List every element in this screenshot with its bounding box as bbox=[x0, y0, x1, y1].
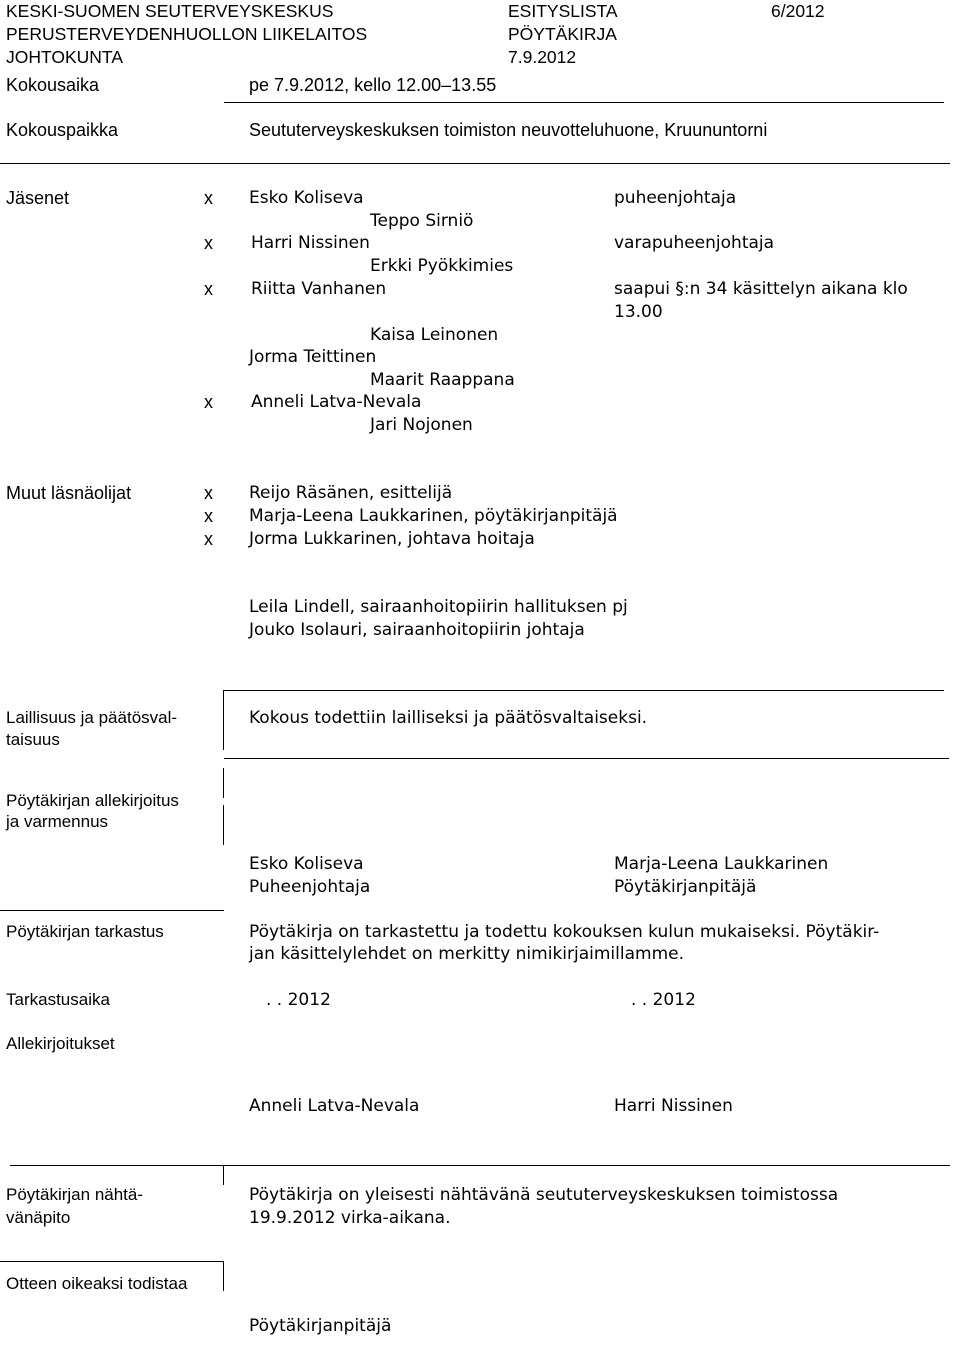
signer-name: Anneli Latva-Nevala bbox=[249, 1096, 420, 1116]
check-text-line2: jan käsittelylehdet on merkitty nimikirjaimillamme. bbox=[249, 944, 684, 964]
member-role-continued: 13.00 bbox=[614, 302, 663, 322]
member-role: puheenjohtaja bbox=[614, 188, 737, 208]
member-role: saapui §:n 34 käsittelyn aikana klo bbox=[614, 279, 908, 299]
meeting-place-label: Kokouspaikka bbox=[6, 120, 119, 140]
member-name: Jari Nojonen bbox=[370, 415, 473, 435]
column-divider bbox=[223, 768, 224, 798]
signatures-label: Allekirjoitukset bbox=[6, 1034, 115, 1053]
signing-label-line1: Pöytäkirjan allekirjoitus bbox=[6, 791, 179, 810]
display-text-line1: Pöytäkirja on yleisesti nähtävänä seututerveyskeskuksen toimistossa bbox=[249, 1185, 839, 1205]
member-name: Jorma Teittinen bbox=[249, 347, 377, 367]
divider bbox=[224, 102, 944, 103]
check-text-line1: Pöytäkirja on tarkastettu ja todettu kokouksen kulun mukaiseksi. Pöytäkir- bbox=[249, 922, 880, 942]
signer-role: Puheenjohtaja bbox=[249, 877, 371, 897]
doc-type-minutes: PÖYTÄKIRJA bbox=[508, 24, 617, 44]
legality-label-line1: Laillisuus ja päätösval- bbox=[6, 708, 178, 727]
display-label-line2: vänäpito bbox=[6, 1208, 71, 1227]
divider bbox=[224, 690, 944, 691]
org-unit: PERUSTERVEYDENHUOLLON LIIKELAITOS bbox=[6, 24, 368, 44]
member-name: Harri Nissinen bbox=[251, 233, 370, 253]
attendee: Jorma Lukkarinen, johtava hoitaja bbox=[249, 529, 535, 549]
column-divider bbox=[223, 805, 224, 845]
legality-label-line2: taisuus bbox=[6, 730, 60, 749]
doc-type-agenda: ESITYSLISTA bbox=[508, 1, 618, 21]
signing-label-line2: ja varmennus bbox=[6, 812, 109, 831]
meeting-place-value: Seututerveyskeskuksen toimiston neuvotteluhuone, Kruununtorni bbox=[249, 120, 768, 140]
check-time-label: Tarkastusaika bbox=[6, 990, 110, 1009]
guest: Leila Lindell, sairaanhoitopiirin hallituksen pj bbox=[249, 597, 628, 617]
meeting-time-value: pe 7.9.2012, kello 12.00–13.55 bbox=[249, 75, 497, 95]
others-label: Muut läsnäolijat bbox=[6, 483, 132, 503]
member-name: Teppo Sirniö bbox=[370, 211, 474, 231]
attendee: Marja-Leena Laukkarinen, pöytäkirjanpitäjä bbox=[249, 506, 618, 526]
divider bbox=[0, 1261, 224, 1262]
doc-date: 7.9.2012 bbox=[508, 47, 577, 67]
attendance-mark: x bbox=[204, 483, 213, 503]
attendance-mark: x bbox=[204, 392, 213, 412]
legality-text: Kokous todettiin lailliseksi ja päätösvaltaiseksi. bbox=[249, 708, 648, 728]
member-name: Riitta Vanhanen bbox=[251, 279, 387, 299]
doc-number: 6/2012 bbox=[771, 1, 825, 21]
attendance-mark: x bbox=[204, 506, 213, 526]
check-label: Pöytäkirjan tarkastus bbox=[6, 922, 164, 941]
attendance-mark: x bbox=[204, 279, 213, 299]
column-divider bbox=[223, 1165, 224, 1185]
signer-name: Esko Koliseva bbox=[249, 854, 364, 874]
column-divider bbox=[223, 1261, 224, 1291]
members-label: Jäsenet bbox=[6, 188, 70, 208]
attendance-mark: x bbox=[204, 188, 213, 208]
member-name: Erkki Pyökkimies bbox=[370, 256, 514, 276]
org-name: KESKI-SUOMEN SEUTERVEYSKESKUS bbox=[6, 1, 334, 21]
attendee: Reijo Räsänen, esittelijä bbox=[249, 483, 453, 503]
certify-label: Otteen oikeaksi todistaa bbox=[6, 1274, 188, 1293]
signer-name: Marja-Leena Laukkarinen bbox=[614, 854, 829, 874]
divider bbox=[224, 758, 949, 759]
signer-name: Harri Nissinen bbox=[614, 1096, 733, 1116]
guest: Jouko Isolauri, sairaanhoitopiirin johtaja bbox=[249, 620, 585, 640]
attendance-mark: x bbox=[204, 233, 213, 253]
member-name: Esko Koliseva bbox=[249, 188, 364, 208]
signer-role: Pöytäkirjanpitäjä bbox=[614, 877, 757, 897]
display-text-line2: 19.9.2012 virka-aikana. bbox=[249, 1208, 451, 1228]
check-date: . . 2012 bbox=[266, 990, 331, 1010]
member-name: Anneli Latva-Nevala bbox=[251, 392, 422, 412]
meeting-time-label: Kokousaika bbox=[6, 75, 100, 95]
member-name: Maarit Raappana bbox=[370, 370, 515, 390]
divider bbox=[10, 1165, 950, 1166]
member-name: Kaisa Leinonen bbox=[370, 325, 499, 345]
divider bbox=[0, 910, 224, 911]
org-board: JOHTOKUNTA bbox=[6, 47, 123, 67]
member-role: varapuheenjohtaja bbox=[614, 233, 775, 253]
display-label-line1: Pöytäkirjan nähtä- bbox=[6, 1185, 144, 1204]
column-divider bbox=[223, 690, 224, 750]
certify-role: Pöytäkirjanpitäjä bbox=[249, 1316, 392, 1336]
check-date: . . 2012 bbox=[631, 990, 696, 1010]
divider bbox=[0, 163, 950, 164]
attendance-mark: x bbox=[204, 529, 213, 549]
